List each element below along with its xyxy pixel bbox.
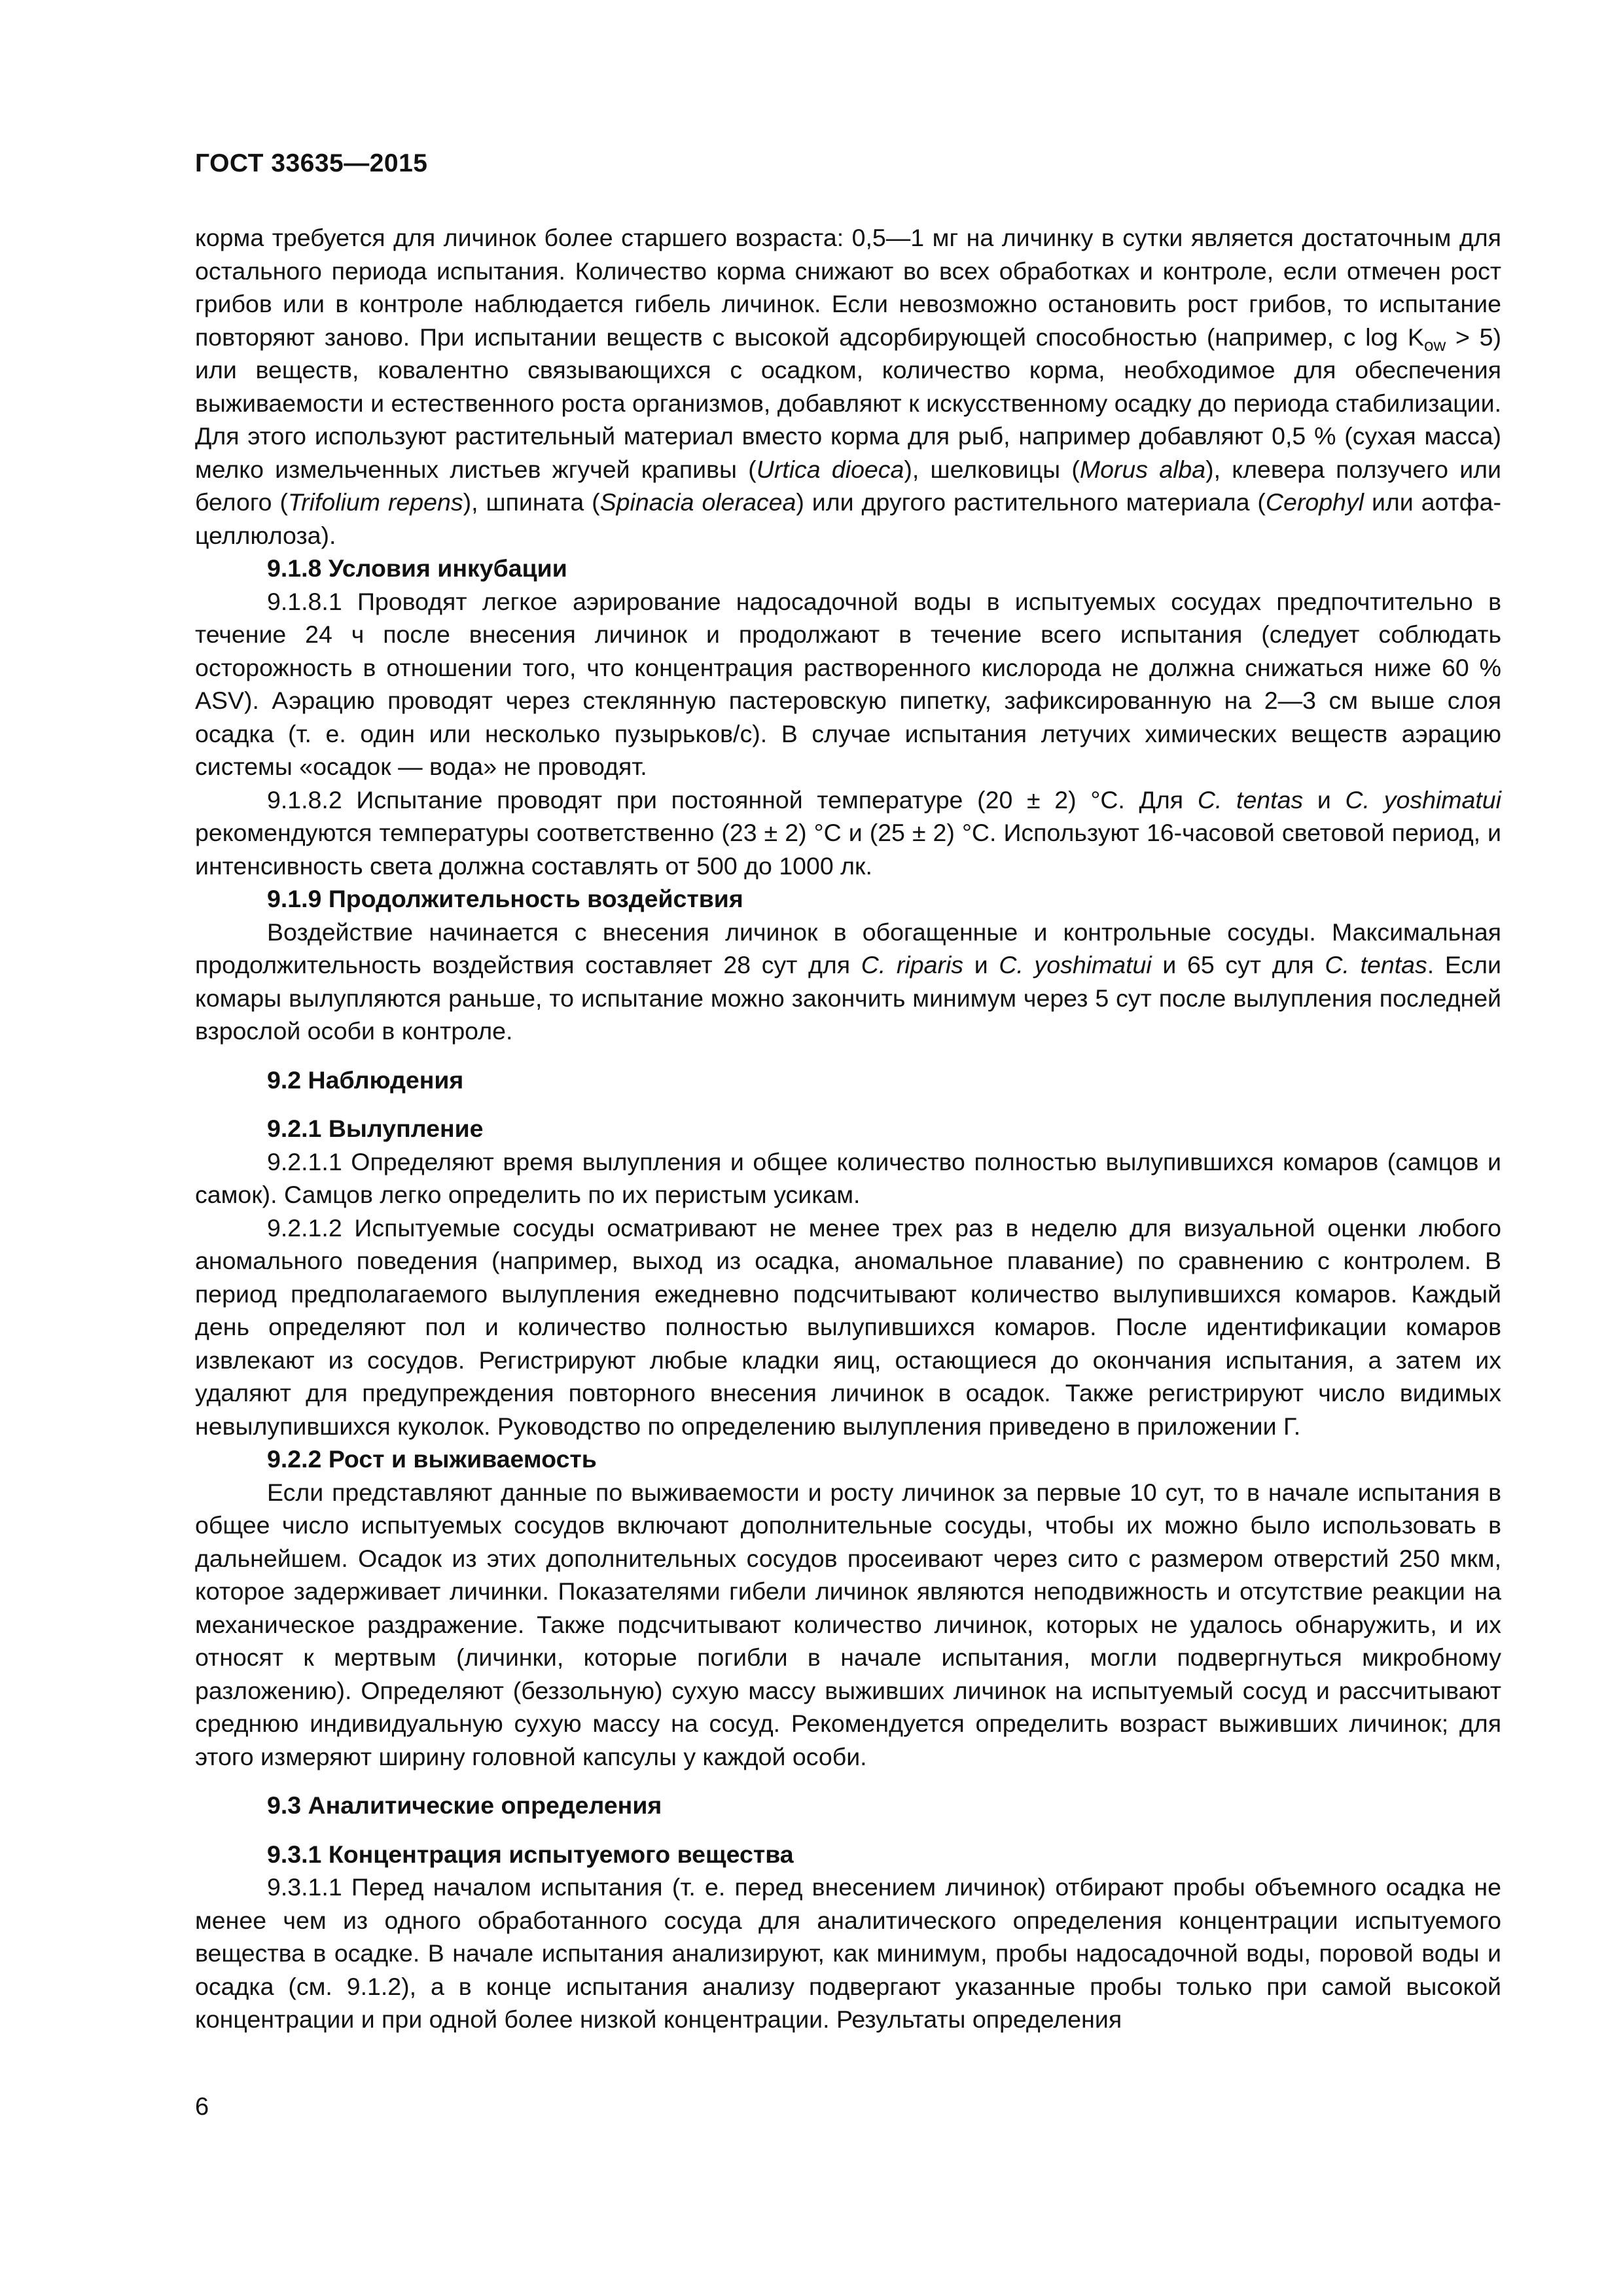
- document-body: [195, 221, 1501, 2036]
- paragraph-9-2-2: Если представляют данные по выживаемости и росту личинок за первые 10 сут, то в начале испытания в общее число испытуемых сосудов включают дополнительные сосуды, чтобы их можно было использовать в дальнейшем. Осадок из этих дополнительных сосудов просеивают через сито с размером отверстий 250 мкм, которое задерживает личинки. Показателями гибели личинок являются неподвижность и отсутствие реакции на механическое раздражение. Также подсчитывают количество личинок, которых не удалось обнаружить, и их относят к мертвым (личинки, которые погибли в начале испытания, могли подвергнуться микробному разложению). Определяют (беззольную) сухую массу выживших личинок на испытуемый сосуд и рассчитывают среднюю индивидуальную сухую массу на сосуд. Рекомендуется определить возраст выживших личинок; для этого измеряют ширину головной капсулы у каждой особи.: [195, 1478, 1501, 1770]
- paragraph-9-1-9: Воздействие начинается с внесения личинок в обогащенные и контрольные сосуды. Максимальная продолжительность воздействия составляет 28 сут для C. riparis и C. yoshimatui и 65 сут для C. tentas. Если комары вылупляются раньше, то испытание можно закончить минимум через 5 сут после вылупления последней взрослой особи в контроле.: [195, 918, 1501, 1045]
- section-heading-9-3-1: 9.3.1 Концентрация испытуемого вещества: [267, 1840, 794, 1868]
- paragraph-9-3-1-1: 9.3.1.1 Перед началом испытания (т. е. перед внесением личинок) отбирают пробы объемного осадка не менее чем из одного обработанного сосуда для аналитического определения концентрации испытуемого вещества в осадке. В начале испытания анализируют, как минимум, пробы надосадочной воды, поровой воды и осадка (см. 9.1.2), а в конце испытания анализу подвергают указанные пробы только при самой высокой концентрации и при одной более низкой концентрации. Результаты определения: [195, 1873, 1501, 2033]
- document-header: ГОСТ 33635—2015: [195, 149, 428, 177]
- paragraph-9-1-8-2: 9.1.8.2 Испытание проводят при постоянной температуре (20 ± 2) °С. Для C. tentas и C. yoshimatui рекомендуются температуры соответственно (23 ± 2) °С и (25 ± 2) °С. Используют 16-часовой световой период, и интенсивность света должна составлять от 500 до 1000 лк.: [195, 785, 1501, 880]
- paragraph-9-1-8-1: 9.1.8.1 Проводят легкое аэрирование надосадочной воды в испытуемых сосудах предпочтительно в течение 24 ч после внесения личинок и продолжают в течение всего испытания (следует соблюдать осторожность в отношении того, что концентрация растворенного кислорода не должна снижаться ниже 60 % ASV). Аэрацию проводят через стеклянную пастеровскую пипетку, зафиксированную на 2—3 см выше слоя осадка (т. е. один или несколько пузырьков/с). В случае испытания летучих химических веществ аэрацию системы «осадок — вода» не проводят.: [195, 587, 1501, 780]
- section-heading-9-2-1: 9.2.1 Вылупление: [267, 1115, 484, 1142]
- section-heading-9-1-9: 9.1.9 Продолжительность воздействия: [267, 885, 743, 912]
- section-heading-9-3: 9.3 Аналитические определения: [267, 1791, 662, 1819]
- section-heading-9-2-2: 9.2.2 Рост и выживаемость: [267, 1445, 597, 1473]
- paragraph-feed: корма требуется для личинок более старшего возраста: 0,5—1 мг на личинку в сутки является достаточным для остального периода испытания. Количество корма снижают во всех обработках и контроле, если отмечен рост грибов или в контроле наблюдается гибель личинок. Если невозможно остановить рост грибов, то испытание повторяют заново. При испытании веществ с высокой адсорбирующей способностью (например, с $\log K_{ow} > 5$) или веществ, ковалентно связывающихся с осадком, количество корма, необходимое для обеспечения выживаемости и естественного роста организмов, добавляют к искусственному осадку до периода стабилизации. Для этого используют растительный материал вместо корма для рыб, например добавляют 0,5 % (сухая масса) мелко измельченных листьев жгучей крапивы (Urtica dioeca), шелковицы (Morus alba), клевера ползучего или белого (Trifolium repens), шпината (Spinacia oleracea) или другого растительного материала (Cerophyl или аотфа-целлюлоза).: [195, 224, 1502, 549]
- page-number: 6: [195, 2093, 209, 2121]
- section-heading-9-1-8: 9.1.8 Условия инкубации: [267, 554, 567, 582]
- paragraph-9-2-1-2: 9.2.1.2 Испытуемые сосуды осматривают не менее трех раз в неделю для визуальной оценки любого аномального поведения (например, выход из осадка, аномальное плавание) по сравнению с контролем. В период предполагаемого вылупления ежедневно подсчитывают количество вылупившихся комаров. Каждый день определяют пол и количество полностью вылупившихся комаров. После идентификации комаров извлекают из сосудов. Регистрируют любые кладки яиц, остающиеся до окончания испытания, а затем их удаляют для предупреждения повторного внесения личинок в осадок. Также регистрируют число видимых невылупившихся куколок. Руководство по определению вылупления приведено в приложении Г.: [195, 1213, 1501, 1440]
- section-heading-9-2: 9.2 Наблюдения: [267, 1066, 464, 1094]
- paragraph-9-2-1-1: 9.2.1.1 Определяют время вылупления и общее количество полностью вылупившихся комаров (самцов и самок). Самцов легко определить по их перистым усикам.: [195, 1147, 1501, 1208]
